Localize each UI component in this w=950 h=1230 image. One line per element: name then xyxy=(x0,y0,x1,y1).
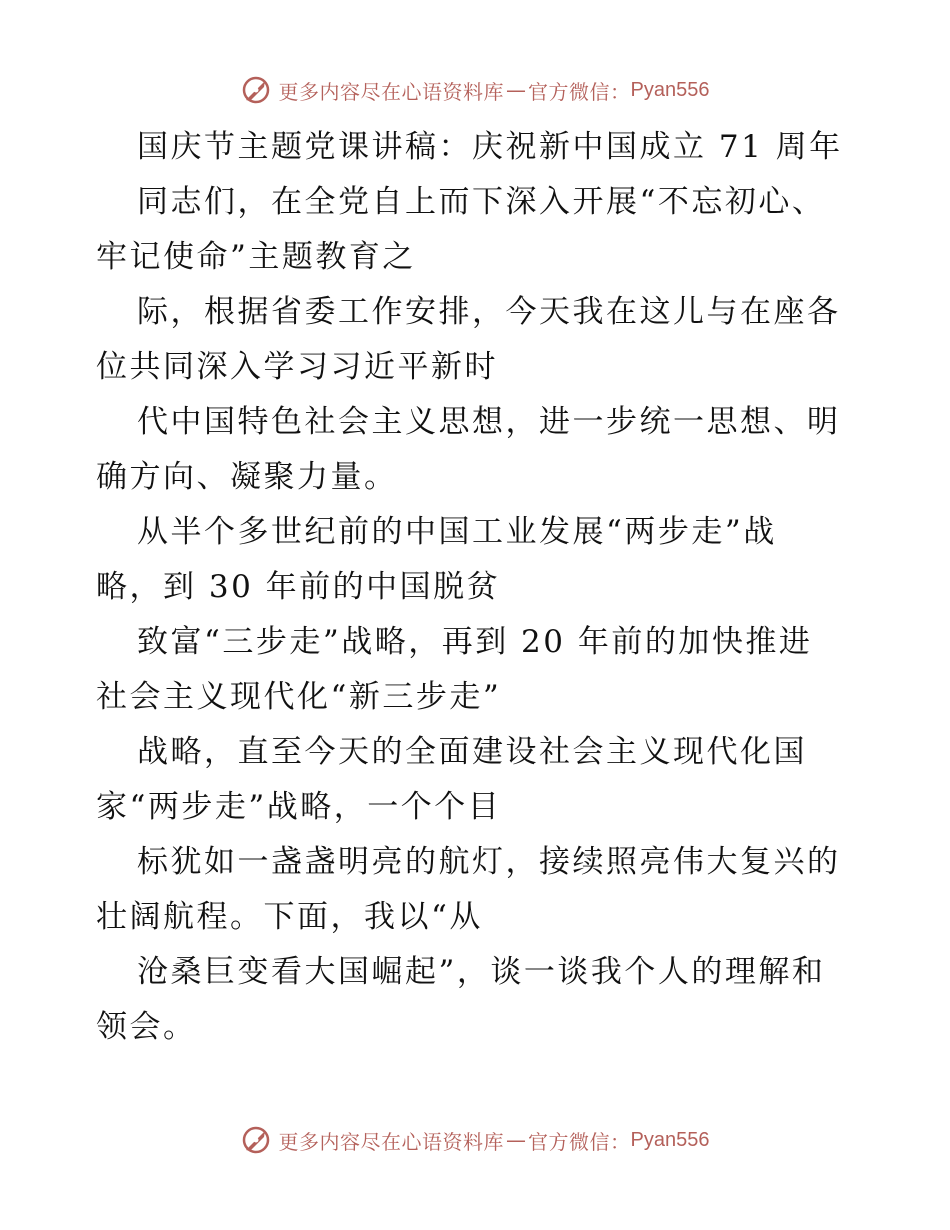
pen-nib-circle-icon xyxy=(241,75,271,105)
text-line: 社会主义现代化“新三步走” xyxy=(96,679,502,715)
text-line: 致富“三步走”战略，再到 20 年前的加快推进 xyxy=(137,624,813,660)
text-line: 壮阔航程。下面，我以“从 xyxy=(96,899,483,935)
watermark-id: Pyan556 xyxy=(630,1128,710,1151)
text-line: 确方向、凝聚力量。 xyxy=(96,459,398,495)
watermark-id: Pyan556 xyxy=(630,78,710,101)
text-line: 从半个多世纪前的中国工业发展“两步走”战 xyxy=(137,514,777,550)
text-line: 领会。 xyxy=(96,1009,197,1045)
text-line: 代中国特色社会主义思想，进一步统一思想、明 xyxy=(137,404,841,440)
pen-nib-circle-icon xyxy=(241,1125,271,1155)
text-line: 略，到 30 年前的中国脱贫 xyxy=(96,569,501,605)
watermark-label: 官方微信： xyxy=(528,1129,631,1154)
watermark-dash: — xyxy=(506,1128,527,1152)
watermark-text: 更多内容尽在心语资料库 xyxy=(278,79,505,104)
text-line: 际，根据省委工作安排，今天我在这儿与在座各 xyxy=(137,294,841,330)
header-watermark xyxy=(0,70,950,110)
footer-watermark xyxy=(0,1120,950,1160)
text-line: 标犹如一盏盏明亮的航灯，接续照亮伟大复兴的 xyxy=(137,844,841,880)
document-title-line: 国庆节主题党课讲稿：庆祝新中国成立 71 周年 xyxy=(137,129,843,165)
text-line: 牢记使命”主题教育之 xyxy=(96,239,416,275)
watermark-dash: — xyxy=(506,78,527,102)
text-line: 位共同深入学习习近平新时 xyxy=(96,349,498,385)
document-body xyxy=(96,120,856,1055)
text-line: 战略，直至今天的全面建设社会主义现代化国 xyxy=(137,734,807,770)
watermark-text: 更多内容尽在心语资料库 xyxy=(278,1129,505,1154)
text-line: 同志们，在全党自上而下深入开展“不忘初心、 xyxy=(137,184,826,220)
text-line: 家“两步走”战略，一个个目 xyxy=(96,789,502,825)
text-line: 沧桑巨变看大国崛起”，谈一谈我个人的理解和 xyxy=(137,954,826,990)
watermark-label: 官方微信： xyxy=(528,79,631,104)
